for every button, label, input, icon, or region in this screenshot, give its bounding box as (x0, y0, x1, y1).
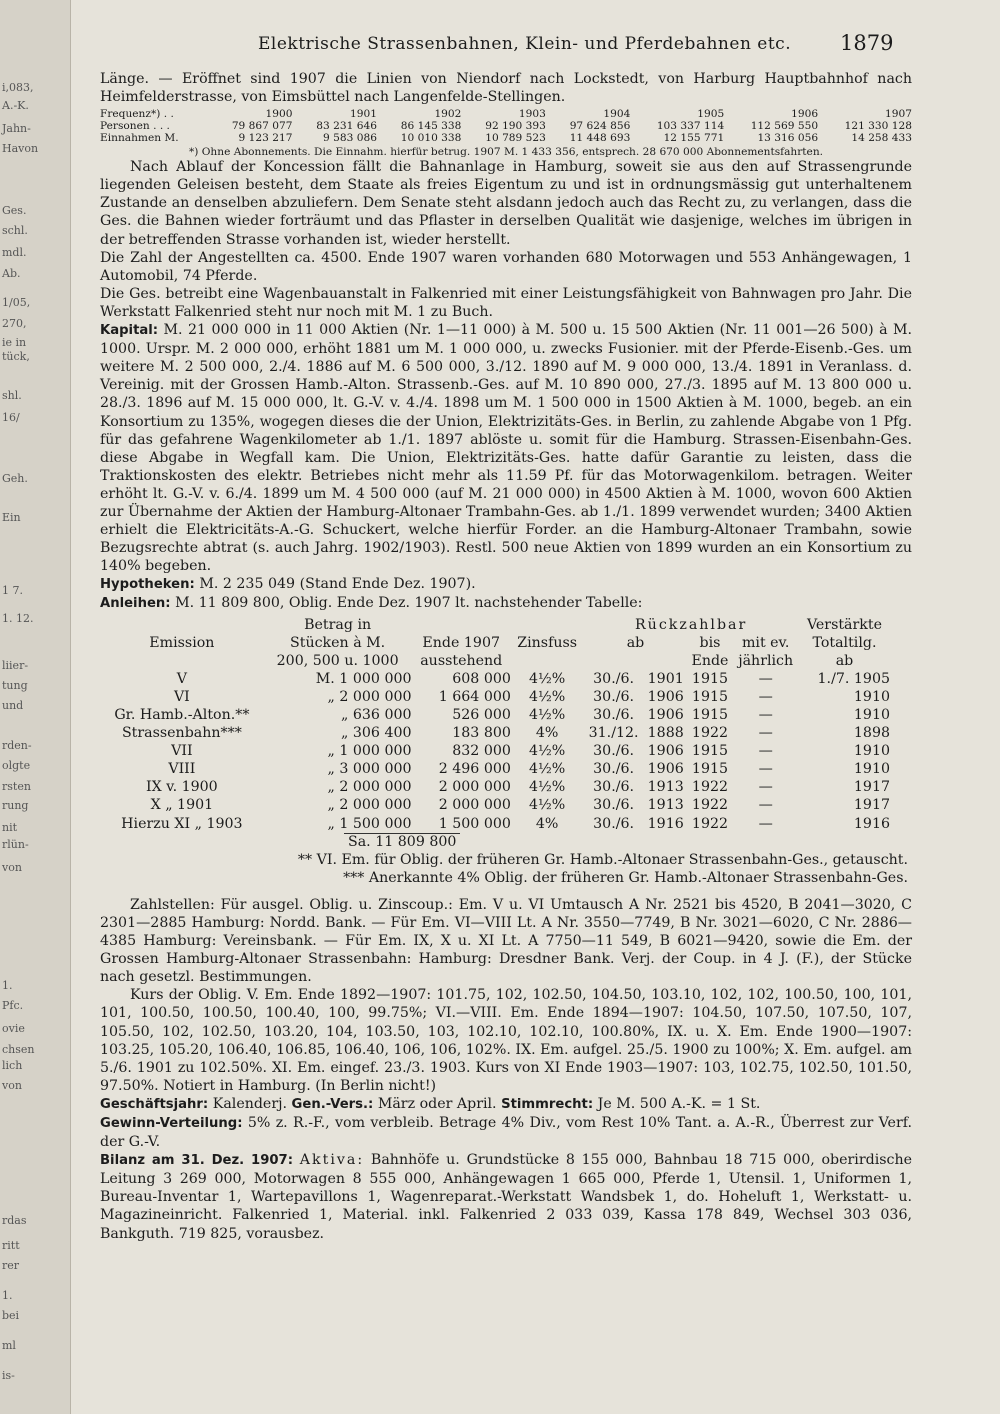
ab-year-cell: 1901 (647, 670, 684, 687)
bis-cell: 1922 (691, 815, 729, 832)
mit-cell: — (758, 797, 773, 814)
loan-header-row-3 (100, 652, 890, 670)
gv-label: Gen.-Vers.: (291, 1096, 374, 1112)
gv-text: März oder April. (377, 1095, 497, 1112)
ab-date-cell: 30./6. (593, 707, 635, 723)
emission-cell: VI (173, 688, 190, 705)
loan-row (100, 742, 890, 760)
margin-fragment: is- (2, 1369, 15, 1382)
emission-cell: VIII (168, 761, 196, 778)
header-ausstehend: ausstehend (420, 652, 503, 669)
hypotheken-label: Hypotheken: (100, 577, 195, 593)
loan-row (100, 688, 890, 706)
emission-cell: Strassenbahn*** (121, 725, 242, 742)
ab-year-cell: 1906 (647, 688, 684, 705)
page-number: 1879 (840, 31, 894, 55)
adjacent-page-margin (0, 0, 71, 1414)
total-cell: 1910 (853, 761, 890, 778)
mit-cell: — (758, 779, 773, 796)
betrag-cell: „ 306 400 (341, 725, 412, 742)
margin-fragment: chsen (2, 1043, 35, 1056)
margin-fragment: Havon (2, 142, 39, 155)
ende-cell: 1 664 000 (438, 688, 511, 705)
total-cell: 1916 (853, 815, 890, 832)
ende-cell: 2 496 000 (438, 761, 511, 778)
header-stuecken: Stücken à M. (290, 634, 386, 651)
zins-cell: 4½% (529, 707, 566, 723)
anleihen-text: M. 11 809 800, Oblig. Ende Dez. 1907 lt. nachstehender Tabelle: (175, 595, 643, 612)
ende-cell: 183 800 (452, 725, 511, 742)
loan-row (100, 706, 890, 724)
margin-fragment: Geh. (2, 472, 28, 485)
stimmrecht-text: Je M. 500 A.-K. = 1 St. (597, 1095, 761, 1112)
margin-fragment: ritt (2, 1239, 20, 1252)
zahlstellen-paragraph: Zahlstellen: Für ausgel. Oblig. u. Zinscoup.: Em. V u. VI Umtausch A Nr. 2521 bis 4520, B 2041—3020, C 2301—2885 Hamburg: Nordd. Bank. — Für Em. VI—VIII Lt. A Nr. 3550—7749, B Nr. 3021—6020, C Nr. 2886—4385 Hamburg: Vereinsbank. — Für Em. IX, X u. XI Lt. A 7750—11 549, B 6021—9420, sowie die Em. der Grossen Hamburg-Altonaer Strassenbahn: Hamburg: Dresdner Bank. Verj. der Coup. in 4 J. (F.), der Stücke nach gesetzl. Bestimmungen. (100, 896, 912, 986)
loan-row (100, 670, 890, 688)
total-cell: 1898 (853, 725, 890, 742)
betrag-cell: „ 1 000 000 (327, 743, 412, 760)
margin-fragment: tück, (2, 350, 30, 363)
zins-cell: 4½% (529, 670, 566, 687)
margin-fragment: Jahn- (2, 122, 31, 135)
value-cell: 112 569 550 (750, 120, 819, 133)
frequency-label: Frequenz*) . . (100, 108, 174, 121)
header-ende-1907: Ende 1907 (422, 634, 501, 651)
year-cell: 1906 (791, 108, 819, 121)
mit-cell: — (758, 761, 773, 778)
ende-cell: 2 000 000 (438, 797, 511, 814)
betrag-cell: „ 2 000 000 (327, 797, 412, 814)
row-label: Einnahmen M. (100, 132, 179, 145)
emission-cell: VII (171, 743, 193, 760)
total-cell: 1./7. 1905 (817, 670, 890, 687)
betrag-cell: „ 636 000 (341, 707, 412, 723)
year-cell: 1901 (349, 108, 377, 121)
value-cell: 79 867 077 (231, 120, 293, 133)
header-rueckzahlbar: Rückzahlbar (635, 616, 748, 633)
loan-note: *** Anerkannte 4% Oblig. der früheren Gr. Hamb.-Altonaer Strassenbahn-Ges. (343, 869, 908, 886)
staff-paragraph: Die Zahl der Angestellten ca. 4500. Ende 1907 waren vorhanden 680 Motorwagen und 553 Anhängewagen, 1 Automobil, 74 Pferde. (100, 249, 912, 284)
ab-year-cell: 1888 (647, 725, 684, 742)
year-cell: 1905 (697, 108, 725, 121)
betrag-cell: M. 1 000 000 (315, 670, 412, 687)
gewinn-paragraph (100, 1114, 912, 1151)
margin-fragment: bei (2, 1309, 20, 1322)
total-cell: 1917 (853, 797, 890, 814)
emission-cell: IX v. 1900 (146, 779, 218, 796)
betrag-cell: „ 3 000 000 (327, 761, 412, 778)
frequency-header-row (100, 108, 912, 120)
header-betrag: Betrag in (304, 616, 372, 633)
value-cell: 14 258 433 (851, 132, 912, 145)
value-cell: 83 231 646 (316, 120, 377, 133)
ab-year-cell: 1916 (647, 815, 684, 832)
bis-cell: 1922 (691, 725, 729, 742)
zins-cell: 4½% (529, 797, 566, 814)
zins-cell: 4½% (529, 761, 566, 778)
hypotheken-paragraph (100, 575, 912, 594)
total-cell: 1910 (853, 743, 890, 760)
value-cell: 97 624 856 (569, 120, 631, 133)
loan-table (100, 616, 890, 833)
geschaeftsjahr-paragraph (100, 1095, 912, 1114)
margin-fragment: A.-K. (2, 99, 29, 112)
margin-fragment: ml (2, 1339, 16, 1352)
margin-fragment: tung (2, 679, 28, 692)
margin-fragment: ie in (2, 336, 27, 349)
zins-cell: 4½% (529, 779, 566, 796)
anleihen-label: Anleihen: (100, 596, 171, 612)
bilanz-paragraph (100, 1151, 912, 1242)
year-cell: 1907 (885, 108, 912, 121)
value-cell: 12 155 771 (663, 132, 725, 145)
margin-fragment: Ges. (2, 204, 27, 217)
value-cell: 86 145 338 (400, 120, 462, 133)
header-emission: Emission (149, 634, 215, 651)
loan-sum-value: Sa. 11 809 800 (344, 833, 460, 850)
margin-fragment: nit (2, 821, 18, 834)
bis-cell: 1915 (691, 670, 729, 687)
margin-fragment: 1 7. (2, 584, 23, 597)
frequency-footnote: *) Ohne Abonnements. Die Einnahm. hierfür betrug. 1907 M. 1 433 356, entsprech. 28 670 000 Abonnementsfahrten. (188, 146, 824, 159)
kapital-paragraph (100, 321, 912, 575)
mit-cell: — (758, 707, 773, 723)
value-cell: 121 330 128 (844, 120, 912, 133)
value-cell: 92 190 393 (485, 120, 546, 133)
ab-date-cell: 30./6. (593, 797, 635, 814)
bis-cell: 1915 (691, 707, 729, 723)
ab-year-cell: 1906 (647, 743, 684, 760)
year-cell: 1903 (518, 108, 546, 121)
ab-date-cell: 30./6. (593, 815, 635, 832)
margin-fragment: lich (2, 1059, 23, 1072)
ab-date-cell: 30./6. (593, 743, 635, 760)
mit-cell: — (758, 688, 773, 705)
margin-fragment: Pfc. (2, 999, 24, 1012)
header-totaltilg: Totaltilg. (812, 634, 877, 651)
bis-cell: 1922 (691, 779, 729, 796)
header-verstaerkte: Verstärkte (806, 616, 882, 633)
margin-fragment: von (2, 1079, 22, 1092)
bis-cell: 1915 (691, 761, 729, 778)
header-mit-ev: mit ev. (741, 634, 790, 651)
zins-cell: 4% (535, 815, 559, 832)
margin-fragment: schl. (2, 224, 28, 237)
margin-fragment: liier- (2, 659, 29, 672)
value-cell: 10 010 338 (400, 132, 462, 145)
bilanz-text: Bahnhöfe u. Grundstücke 8 155 000, Bahnbau 18 715 000, oberirdische Leitung 3 269 000, Motorwagen 8 555 000, Anhängewagen 1 665 000, Pferde 1, Utensil. 1, Uniformen 1, Bureau-Inventar 1, Wartepavillons 1, Wagenreparat.-Werkstatt Wandsbek 1, do. Hoheluft 1, Werkstatt- u. Magazineinricht. Falkenried 1, Material. inkl. Falkenried 2 033 039, Kassa 178 849, Wechsel 303 036, Bankguth. 719 825, vorausbez. (100, 1152, 913, 1242)
margin-fragment: rden- (2, 739, 32, 752)
margin-fragment: Ein (2, 511, 21, 524)
mit-cell: — (758, 815, 773, 832)
margin-fragment: rung (2, 799, 29, 812)
total-cell: 1910 (853, 707, 890, 723)
mit-cell: — (758, 743, 773, 760)
ab-year-cell: 1913 (647, 797, 684, 814)
header-jaehrlich: jährlich (738, 652, 794, 669)
margin-fragment: rer (2, 1259, 20, 1272)
ende-cell: 526 000 (452, 707, 511, 723)
emission-cell: Hierzu XI „ 1903 (121, 815, 243, 832)
margin-fragment: 16/ (2, 411, 20, 424)
loan-row (100, 724, 890, 742)
frequency-row-einnahmen (100, 132, 912, 144)
page-body (100, 70, 912, 1243)
loan-header-row-2 (100, 634, 890, 652)
betrag-cell: „ 2 000 000 (327, 779, 412, 796)
kapital-text: M. 21 000 000 in 11 000 Aktien (Nr. 1—11 000) à M. 500 u. 15 500 Aktien (Nr. 11 001—26 500) à M. 1000. Urspr. M. 2 000 000, erhöht 1881 um M. 1 000 000, u. zwecks Fusionier. mit der Pferde-Eisenb.-Ges. um weitere M. 2 500 000, 2./4. 1886 auf M. 6 500 000, 3./12. 1890 auf M. 9 000 000, 13./4. 1891 in Veranlass. d. Vereinig. mit der Grossen Hamb.-Alton. Strassenb.-Ges. auf M. 10 890 000, 27./3. 1895 auf M. 13 800 000 u. 28./3. 1896 auf M. 15 000 000, lt. G.-V. v. 4./4. 1898 um M. 1 500 000 in 1500 Aktien à M. 1000, begeb. an ein Konsortium zu 135%, wogegen dieses die der Union, Elektrizitäts-Ges. in Berlin, zu zahlende Abgabe von 1 Pfg. für das gefahrene Wagenkilometer ab 1./1. 1897 ablöste u. somit für die Hamburg. Strassen-Eisenbahn-Ges. diese Abgabe in Wegfall kam. Die Union, Elektrizitäts-Ges. hatte dafür Garantie zu leisten, dass die Traktionskosten des elektr. Betriebes nicht mehr als 11.59 Pf. für das Motorwagenkilom. betragen. Weiter erhöht lt. G.-V. v. 6./4. 1899 um M. 4 500 000 (auf M. 21 000 000) in 4500 Aktien à M. 1000, wovon 600 Aktien zur Übernahme der Aktien der Hamburg-Altonaer Trambahn-Ges. ab 1./1. 1899 verwendet wurden; 3400 Aktien erhielt die Elektricitäts-A.-G. Schuckert, welche hierfür Forder. an die Hamburg-Altonaer Trambahn, sowie Bezugsrechte abtrat (s. auch Jahrg. 1902/1903). Restl. 500 neue Aktien von 1899 wurden an ein Konsortium zu 140% begeben. (100, 322, 913, 575)
intro-paragraph: Länge. — Eröffnet sind 1907 die Linien von Niendorf nach Lockstedt, von Harburg Hauptbahnhof nach Heimfelderstrasse, von Eimsbüttel nach Langenfelde-Stellingen. (100, 71, 912, 106)
loan-row (100, 815, 890, 833)
geschaeftsjahr-text: Kalenderj. (212, 1095, 288, 1112)
ab-date-cell: 30./6. (593, 670, 635, 687)
frequency-table (100, 108, 912, 144)
ende-cell: 1 500 000 (438, 815, 511, 832)
value-cell: 9 123 217 (238, 132, 293, 145)
zins-cell: 4½% (529, 743, 566, 760)
bis-cell: 1915 (691, 688, 729, 705)
header-denominations: 200, 500 u. 1000 (276, 652, 399, 669)
emission-cell: X „ 1901 (150, 797, 214, 814)
kurs-paragraph: Kurs der Oblig. V. Em. Ende 1892—1907: 101.75, 102, 102.50, 104.50, 103.10, 102, 102, 100.50, 100, 101, 101, 100.50, 100.50, 100.40, 100, 99.75%; VI.—VIII. Em. Ende 1894—1907: 104.50, 107.50, 107.50, 107, 105.50, 102, 102.50, 103.20, 104, 103.50, 103, 102.10, 102.10, 100.80%, IX. u. X. Em. Ende 1900—1907: 103.25, 105.20, 106.40, 106.85, 106.40, 106, 106, 102%. IX. Em. aufgel. 25./5. 1900 zu 100%; X. Em. aufgel. am 5./6. 1901 zu 102.50%. XI. Em. eingef. 23./3. 1903. Kurs von XI Ende 1903—1907: 103, 102.75, 102.50, 101.50, 97.50%. Notiert in Hamburg. (In Berlin nicht!) (100, 987, 912, 1094)
year-cell: 1904 (603, 108, 631, 121)
value-cell: 13 316 056 (757, 132, 819, 145)
mit-cell: — (758, 670, 773, 687)
header-ende: Ende (691, 652, 729, 669)
gewinn-text: 5% z. R.-F., vom verbleib. Betrage 4% Div., vom Rest 10% Tant. a. A.-R., Überrest zur Verf. der G.-V. (100, 1114, 912, 1151)
margin-fragment: rdas (2, 1214, 27, 1227)
margin-fragment: 270, (2, 317, 27, 330)
gewinn-label: Gewinn-Verteilung: (100, 1115, 243, 1131)
loan-sum (100, 833, 912, 851)
stimmrecht-label: Stimmrecht: (501, 1096, 594, 1112)
loan-row (100, 796, 890, 814)
value-cell: 9 583 086 (323, 132, 377, 145)
ab-year-cell: 1913 (647, 779, 684, 796)
margin-fragment: 1. (2, 979, 13, 992)
total-cell: 1910 (853, 688, 890, 705)
loan-note: ** VI. Em. für Oblig. der früheren Gr. Hamb.-Altonaer Strassenbahn-Ges., getauscht. (297, 851, 908, 868)
emission-cell: Gr. Hamb.-Alton.** (114, 707, 250, 723)
margin-fragment: mdl. (2, 246, 27, 259)
anleihen-paragraph (100, 594, 912, 613)
total-cell: 1917 (853, 779, 890, 796)
koncession-paragraph: Nach Ablauf der Koncession fällt die Bahnanlage in Hamburg, soweit sie aus den auf Strassengrunde liegenden Geleisen besteht, dem Staate als freies Eigentum zu und ist in ordnungsmässig gut unterhaltenem Zustande an denselben abzuliefern. Dem Senate steht alsdann jedoch auch das Recht zu, zu verlangen, dass die Ges. die Bahnen wieder forträumt und das Pflaster in derselben Qualität wie dasjenige, welches im übrigen in der betreffenden Strasse vorhanden ist, wieder herstellt. (100, 159, 912, 248)
running-title: Elektrische Strassenbahnen, Klein- und Pferdebahnen etc. (258, 34, 792, 54)
zins-cell: 4½% (529, 688, 566, 705)
margin-fragment: Ab. (2, 267, 21, 280)
year-cell: 1902 (434, 108, 462, 121)
margin-fragment: von (2, 861, 22, 874)
margin-fragment: ovie (2, 1022, 25, 1035)
margin-fragment: 1/05, (2, 296, 31, 309)
margin-fragment: und (2, 699, 24, 712)
ende-cell: 2 000 000 (438, 779, 511, 796)
header-ab: ab (626, 634, 645, 651)
margin-fragment: i,083, (2, 81, 34, 94)
header-verst-ab: ab (835, 652, 854, 669)
ab-date-cell: 30./6. (593, 779, 635, 796)
ab-date-cell: 31./12. (588, 725, 639, 742)
value-cell: 11 448 693 (569, 132, 631, 145)
workshop-paragraph: Die Ges. betreibt eine Wagenbauanstalt in Falkenried mit einer Leistungsfähigkeit von Bahnwagen pro Jahr. Die Werkstatt Falkenried steht nur noch mit M. 1 zu Buch. (100, 285, 912, 320)
value-cell: 10 789 523 (485, 132, 546, 145)
ab-date-cell: 30./6. (593, 761, 635, 778)
row-label: Personen . . . (100, 120, 170, 133)
geschaeftsjahr-label: Geschäftsjahr: (100, 1096, 209, 1112)
loan-header-row-1 (100, 616, 890, 634)
loan-row (100, 778, 890, 796)
zins-cell: 4% (535, 725, 559, 742)
margin-fragment: rsten (2, 780, 31, 793)
bilanz-label: Bilanz am 31. Dez. 1907: (100, 1153, 294, 1169)
betrag-cell: „ 1 500 000 (327, 815, 412, 832)
frequency-row-personen (100, 120, 912, 132)
header-zinsfuss: Zinsfuss (517, 634, 578, 651)
hypotheken-text: M. 2 235 049 (Stand Ende Dez. 1907). (199, 576, 476, 593)
margin-fragment: 1. (2, 1289, 13, 1302)
emission-cell: V (176, 670, 187, 687)
bis-cell: 1922 (691, 797, 729, 814)
loan-row (100, 760, 890, 778)
bis-cell: 1915 (691, 743, 729, 760)
margin-fragment: 1. 12. (2, 612, 34, 625)
header-bis: bis (699, 634, 721, 651)
margin-fragment: olgte (2, 759, 31, 772)
ab-date-cell: 30./6. (593, 688, 635, 705)
ab-year-cell: 1906 (647, 761, 684, 778)
mit-cell: — (758, 725, 773, 742)
aktiva-label: Aktiva: (299, 1152, 365, 1169)
year-cell: 1900 (265, 108, 293, 121)
kapital-label: Kapital: (100, 323, 159, 339)
margin-fragment: shl. (2, 389, 22, 402)
page-header (0, 31, 1000, 58)
margin-fragment: rlün- (2, 838, 29, 851)
ende-cell: 832 000 (452, 743, 511, 760)
ab-year-cell: 1906 (647, 707, 684, 723)
value-cell: 103 337 114 (656, 120, 725, 133)
betrag-cell: „ 2 000 000 (327, 688, 412, 705)
ende-cell: 608 000 (452, 670, 511, 687)
